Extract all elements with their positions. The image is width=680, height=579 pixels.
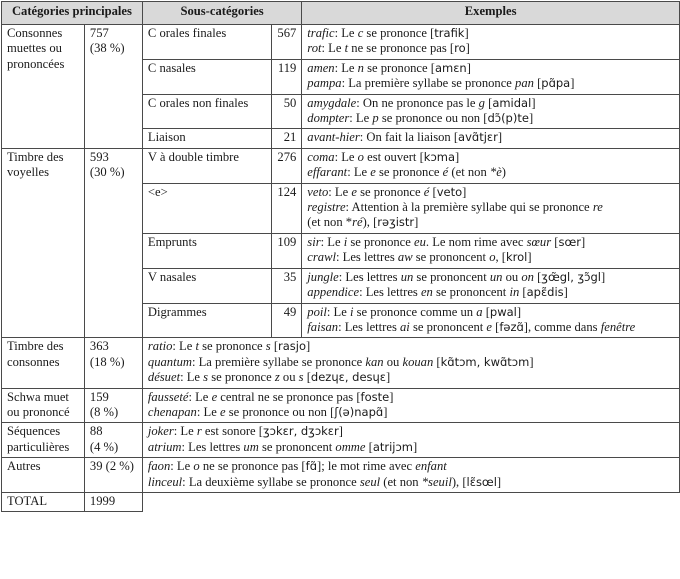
- table-row: [2, 338, 680, 388]
- example-line: [148, 440, 674, 455]
- category-count: [84, 458, 142, 493]
- example-text: se prononce: [356, 184, 424, 199]
- example-letters: un: [489, 269, 503, 284]
- example-letters: o: [357, 149, 364, 164]
- example-letters: s: [298, 370, 304, 385]
- example-text: ), [: [362, 215, 378, 230]
- header-categories: Catégories principales: [2, 2, 143, 25]
- example-text: : Le: [334, 60, 358, 75]
- example-word: joker: [147, 424, 174, 439]
- ipa-transcription: fəzɑ̃: [499, 319, 524, 334]
- example-letters: omme: [335, 439, 366, 454]
- subcategory-label: <e>: [142, 183, 272, 233]
- example-letters: sœur: [526, 234, 552, 249]
- example-text: . Le nom rime avec: [425, 234, 527, 249]
- example-text: est ouvert [: [363, 149, 424, 164]
- example-letters: e: [486, 319, 492, 334]
- example-text: : Le: [173, 424, 197, 439]
- example-text: : Le: [328, 184, 352, 199]
- example-line: [148, 390, 674, 405]
- category-count: [84, 388, 142, 423]
- example-letters: o: [489, 250, 496, 265]
- example-text: ]: [497, 130, 503, 145]
- example-text: ne se prononce pas [: [348, 41, 455, 56]
- example-word: jungle: [307, 269, 339, 284]
- category-percent: (4 %): [89, 439, 119, 454]
- example-line: [307, 235, 674, 250]
- example-word: quantum: [147, 354, 192, 369]
- example-letters: s: [265, 339, 271, 354]
- example-text: ]: [496, 474, 502, 489]
- example-text: se prononce: [198, 339, 266, 354]
- example-letters: e: [351, 184, 357, 199]
- total-label: TOTAL: [2, 492, 85, 511]
- example-text: [: [429, 184, 437, 199]
- table-row: [2, 148, 680, 183]
- subcategory-count: 276: [272, 148, 302, 183]
- example-word: trafic: [307, 26, 335, 40]
- example-text: se prononce: [375, 165, 443, 180]
- example-text: ]: [600, 269, 606, 284]
- example-word: effarant: [307, 165, 348, 180]
- ipa-transcription: dɔ̃(p)te: [487, 111, 529, 126]
- example-letters: *è: [489, 165, 502, 180]
- subcategory-label: Emprunts: [142, 233, 272, 268]
- example-text: [: [533, 76, 542, 91]
- example-line: [307, 185, 674, 200]
- examples-cell: [142, 423, 679, 458]
- example-text: : Le: [172, 339, 196, 354]
- example-text: se prononce ou non [: [378, 111, 488, 126]
- example-text: : La première syllabe se prononce: [341, 76, 516, 91]
- example-line: [307, 305, 674, 320]
- example-word: linceul: [147, 474, 183, 489]
- ipa-transcription: avɑ̃tjɛr: [458, 130, 498, 145]
- example-text: ou: [279, 370, 299, 385]
- example-word: atrium: [147, 439, 182, 454]
- example-letters: é: [442, 165, 449, 180]
- example-word: rot: [307, 41, 322, 56]
- category-percent: (38 %): [89, 41, 125, 56]
- examples-cell: [302, 129, 680, 148]
- ipa-transcription: kɔma: [423, 149, 456, 164]
- ipa-transcription: atrijɔm: [372, 439, 414, 454]
- example-word: sir: [307, 234, 321, 249]
- example-line: [307, 270, 674, 285]
- category-label: Autres: [2, 458, 85, 493]
- example-letters: aw: [397, 250, 413, 265]
- examples-cell: [302, 25, 680, 60]
- ipa-transcription: dezɥɛ, desɥɛ: [310, 370, 387, 385]
- category-label: Séquences particulières: [2, 423, 85, 458]
- ipa-transcription: trafik: [434, 26, 465, 40]
- example-text: : Le: [334, 149, 358, 164]
- example-letters: a: [476, 304, 483, 319]
- example-letters: *seuil: [421, 474, 452, 489]
- header-row: [2, 2, 680, 25]
- ipa-transcription: ʃ(ə)napɑ̃: [334, 404, 384, 419]
- example-text: ]: [570, 76, 575, 91]
- category-count: [84, 25, 142, 149]
- example-letters: i: [349, 304, 354, 319]
- example-letters: r: [196, 424, 202, 439]
- example-line: [307, 200, 674, 215]
- example-word: fenêtre: [600, 319, 636, 334]
- ipa-transcription: rasjo: [278, 339, 307, 354]
- ipa-transcription: fɑ̃: [305, 459, 317, 474]
- category-count: [84, 423, 142, 458]
- category-count-value: 39 (2 %): [89, 459, 134, 474]
- example-text: se prononce comme un: [353, 304, 477, 319]
- category-count-value: 757: [89, 26, 109, 40]
- subcategory-count: 119: [272, 59, 302, 94]
- example-letters: c: [357, 26, 364, 40]
- example-line: [307, 76, 674, 91]
- example-letters: s: [203, 370, 209, 385]
- example-line: [148, 355, 674, 370]
- ipa-transcription: ro: [454, 41, 466, 56]
- example-line: [307, 215, 674, 230]
- example-word: poil: [307, 304, 327, 319]
- subcategory-count: 567: [272, 25, 302, 60]
- example-line: [148, 370, 674, 385]
- example-line: [307, 165, 674, 180]
- ipa-transcription: rəʒistr: [377, 215, 415, 230]
- example-letters: kan: [365, 354, 384, 369]
- example-text: : Le: [196, 404, 220, 419]
- example-line: [148, 339, 674, 354]
- category-count-value: 593: [89, 149, 109, 164]
- example-text: ne se prononce pas [: [199, 459, 306, 474]
- total-count: 1999: [84, 492, 142, 511]
- example-text: [: [519, 285, 527, 300]
- table-row: [2, 458, 680, 493]
- subcategory-count: 124: [272, 183, 302, 233]
- category-label: Timbre des consonnes: [2, 338, 85, 388]
- examples-cell: [302, 59, 680, 94]
- example-line: [307, 130, 674, 145]
- example-text: : La première syllabe se prononce: [191, 354, 366, 369]
- ipa-transcription: amidal: [492, 95, 532, 110]
- example-text: : Les lettres: [338, 319, 400, 334]
- subcategory-label: C nasales: [142, 59, 272, 94]
- examples-cell: [302, 183, 680, 233]
- example-letters: n: [357, 60, 364, 75]
- example-word: pampa: [307, 76, 342, 91]
- subcategory-label: V à double timbre: [142, 148, 272, 183]
- ipa-transcription: lɛ̃sœl: [466, 474, 497, 489]
- category-label: Consonnes muettes ou prononcées: [2, 25, 85, 149]
- ipa-transcription: amɛn: [434, 60, 467, 75]
- example-line: [307, 285, 674, 300]
- ipa-transcription: sœr: [558, 234, 581, 249]
- example-word: chenapan: [147, 404, 197, 419]
- example-word: fausseté: [147, 389, 189, 404]
- example-line: [307, 61, 674, 76]
- example-letters: kouan: [402, 354, 434, 369]
- example-text: [: [365, 439, 373, 454]
- example-text: se prononcent: [412, 250, 490, 265]
- example-text: ]: [527, 250, 532, 265]
- example-text: [: [433, 354, 441, 369]
- example-text: : Les lettres: [181, 439, 244, 454]
- example-text: ]: [386, 370, 391, 385]
- table-row: [2, 25, 680, 60]
- example-text: : Les lettres: [335, 250, 398, 265]
- category-label: Schwa muet ou prononcé: [2, 388, 85, 423]
- example-text: se prononce [: [363, 60, 435, 75]
- example-word: faon: [147, 459, 171, 474]
- example-text: : La deuxième syllabe se prononce: [182, 474, 360, 489]
- category-count: [84, 148, 142, 337]
- example-text: [: [270, 339, 279, 354]
- example-text: ], comme dans: [523, 319, 601, 334]
- example-word: faisan: [307, 319, 339, 334]
- example-text: ]; le mot rime avec: [317, 459, 416, 474]
- example-letters: um: [243, 439, 259, 454]
- example-word: enfant: [415, 459, 447, 474]
- examples-cell: [302, 303, 680, 338]
- example-text: : Le: [188, 389, 212, 404]
- example-text: ]: [563, 285, 568, 300]
- example-text: : Le: [321, 41, 345, 56]
- example-text: [: [303, 370, 311, 385]
- example-text: ]: [338, 424, 343, 439]
- example-text: : Les lettres: [338, 269, 401, 284]
- example-line: [148, 459, 674, 474]
- example-text: : Le: [326, 304, 350, 319]
- examples-cell: [302, 268, 680, 303]
- example-text: : Attention à la première syllabe qui se prononce: [345, 200, 593, 215]
- ipa-transcription: krol: [505, 250, 528, 265]
- pronunciation-categories-table: [1, 1, 680, 512]
- category-percent: (8 %): [89, 404, 119, 419]
- example-word: registre: [307, 200, 346, 215]
- ipa-transcription: veto: [436, 184, 463, 199]
- example-text: ]: [413, 439, 418, 454]
- example-text: ]: [389, 389, 394, 404]
- subcategory-label: C orales non finales: [142, 94, 272, 129]
- subcategory-count: 21: [272, 129, 302, 148]
- example-text: : Le: [180, 370, 204, 385]
- example-text: ): [501, 165, 506, 180]
- ipa-transcription: pwal: [489, 304, 517, 319]
- example-text: (et non: [448, 165, 490, 180]
- example-text: ]: [580, 234, 586, 249]
- example-line: [307, 41, 674, 56]
- example-line: [307, 320, 674, 335]
- example-text: ]: [306, 339, 311, 354]
- table-row: [2, 388, 680, 423]
- example-word: coma: [307, 149, 335, 164]
- example-text: (et non: [380, 474, 422, 489]
- example-text: ]: [531, 95, 536, 110]
- example-text: se prononcent: [409, 319, 487, 334]
- example-text: : On fait la liaison [: [359, 130, 459, 145]
- header-subcategories: Sous-catégories: [142, 2, 301, 25]
- example-text: ]: [465, 41, 470, 56]
- examples-cell: [142, 458, 679, 493]
- category-count-value: 159: [89, 389, 109, 404]
- subcategory-label: C orales finales: [142, 25, 272, 60]
- example-text: : Le: [320, 234, 344, 249]
- example-text: ou: [502, 269, 522, 284]
- example-letters: eu: [414, 234, 426, 249]
- category-count: [84, 338, 142, 388]
- example-text: ), [: [451, 474, 467, 489]
- example-text: ]: [455, 149, 460, 164]
- ipa-transcription: kɑ̃tɔm, kwɑ̃tɔm: [440, 354, 530, 369]
- example-text: [: [484, 95, 493, 110]
- example-text: se prononce ou non [: [225, 404, 335, 419]
- example-letters: p: [372, 111, 379, 126]
- example-text: se prononcent: [258, 439, 336, 454]
- example-line: [307, 26, 674, 41]
- category-count-value: 363: [89, 339, 109, 354]
- ipa-transcription: foste: [360, 389, 390, 404]
- example-text: ]: [464, 26, 469, 40]
- example-letters: t: [344, 41, 349, 56]
- example-text: ]: [383, 404, 388, 419]
- example-letters: e: [370, 165, 376, 180]
- header-examples: Exemples: [302, 2, 680, 25]
- example-letters: e: [211, 389, 218, 404]
- example-letters: re: [592, 200, 603, 215]
- example-letters: ré: [352, 215, 363, 230]
- ipa-transcription: ʒœ̃gl, ʒɔ̃gl: [541, 269, 601, 284]
- example-letters: un: [400, 269, 414, 284]
- subcategory-count: 109: [272, 233, 302, 268]
- example-text: : Les lettres: [359, 285, 421, 300]
- subcategory-label: Liaison: [142, 129, 272, 148]
- examples-cell: [302, 233, 680, 268]
- example-word: crawl: [307, 250, 336, 265]
- example-letters: e: [219, 404, 226, 419]
- example-word: veto: [307, 184, 329, 199]
- example-text: [: [491, 319, 500, 334]
- subcategory-count: 50: [272, 94, 302, 129]
- example-text: ]: [516, 304, 522, 319]
- example-line: [307, 96, 674, 111]
- example-word: désuet: [147, 370, 181, 385]
- example-text: se prononce [: [363, 26, 435, 40]
- example-line: [148, 475, 674, 490]
- category-count-value: 88: [89, 424, 103, 439]
- example-text: (et non *: [307, 215, 353, 230]
- example-text: [: [551, 234, 559, 249]
- example-text: ]: [528, 111, 534, 126]
- example-text: [: [533, 269, 542, 284]
- example-text: ]: [414, 215, 419, 230]
- example-word: amen: [307, 60, 335, 75]
- example-line: [307, 150, 674, 165]
- example-text: , [: [495, 250, 506, 265]
- subcategory-count: 49: [272, 303, 302, 338]
- example-word: dompter: [307, 111, 350, 126]
- example-text: : Le: [349, 111, 373, 126]
- example-line: [307, 250, 674, 265]
- examples-cell: [142, 338, 679, 388]
- example-letters: in: [509, 285, 520, 300]
- example-text: se prononcent: [432, 285, 510, 300]
- examples-cell: [302, 94, 680, 129]
- example-word: avant-hier: [307, 130, 360, 145]
- subcategory-label: Digrammes: [142, 303, 272, 338]
- example-text: : Le: [347, 165, 371, 180]
- ipa-transcription: apɛ̃dis: [526, 285, 564, 300]
- example-word: amygdale: [307, 95, 357, 110]
- example-letters: o: [193, 459, 200, 474]
- example-line: [148, 424, 674, 439]
- example-letters: t: [195, 339, 199, 354]
- category-percent: (30 %): [89, 165, 125, 180]
- example-letters: ai: [400, 319, 410, 334]
- total-row: [2, 492, 680, 511]
- example-text: : On ne prononce pas le: [356, 95, 479, 110]
- example-letters: é: [423, 184, 430, 199]
- example-text: : Le: [334, 26, 358, 40]
- subcategory-label: V nasales: [142, 268, 272, 303]
- example-letters: pan: [515, 76, 534, 91]
- example-letters: z: [274, 370, 280, 385]
- example-text: ]: [529, 354, 534, 369]
- subcategory-count: 35: [272, 268, 302, 303]
- examples-cell: [302, 148, 680, 183]
- example-text: [: [482, 304, 490, 319]
- example-letters: on: [521, 269, 534, 284]
- example-text: : Le: [170, 459, 194, 474]
- table-row: [2, 423, 680, 458]
- example-line: [307, 111, 674, 126]
- example-text: se prononce: [347, 234, 414, 249]
- ipa-transcription: pɑ̃pa: [541, 76, 571, 91]
- example-line: [148, 405, 674, 420]
- example-text: est sonore [: [201, 424, 263, 439]
- example-letters: en: [420, 285, 433, 300]
- example-letters: seul: [359, 474, 381, 489]
- example-word: ratio: [147, 339, 173, 354]
- ipa-transcription: ʒɔkɛr, dʒɔkɛr: [263, 424, 339, 439]
- example-letters: g: [478, 95, 485, 110]
- category-percent: (18 %): [89, 354, 125, 369]
- example-text: ou: [383, 354, 403, 369]
- example-text: ]: [462, 184, 467, 199]
- category-label: Timbre des voyelles: [2, 148, 85, 337]
- example-word: appendice: [307, 285, 360, 300]
- example-text: se prononcent: [413, 269, 490, 284]
- example-text: se prononce: [208, 370, 275, 385]
- example-letters: i: [343, 234, 348, 249]
- example-text: central ne se prononce pas [: [217, 389, 361, 404]
- example-text: ]: [466, 60, 471, 75]
- examples-cell: [142, 388, 679, 423]
